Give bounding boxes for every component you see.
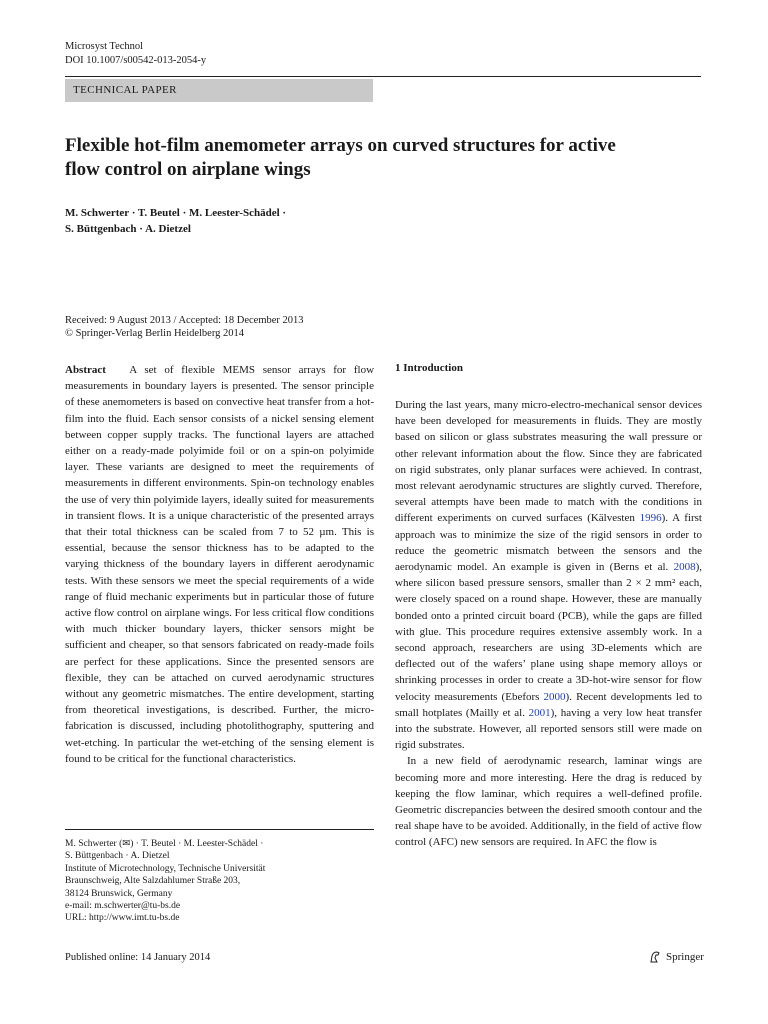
abstract [65,362,374,767]
citation-link[interactable]: 2001 [528,706,551,719]
article-type-tag: TECHNICAL PAPER [65,79,373,102]
affiliation-line: S. Büttgenbach · A. Dietzel [65,851,170,862]
citation-link[interactable]: 2000 [543,690,566,703]
affiliation-line: 38124 Brunswick, Germany [65,888,173,899]
copyright: © Springer-Verlag Berlin Heidelberg 2014 [65,328,245,339]
text-run: ). Recent developments led to small hotplates (Mailly et al. [395,690,703,719]
url[interactable]: URL: http://www.imt.tu-bs.de [65,913,180,924]
email[interactable]: e-mail: m.schwerter@tu-bs.de [65,901,181,912]
journal-name: Microsyst Technol [65,41,144,52]
publisher-logo [648,950,704,964]
dates-block [65,314,365,340]
author-list [65,205,465,237]
text-run: During the last years, many micro-electro-mechanical sensor devices have been developed for measurements in fluids. They are mostly based on silicon or glass substrates measuring the wall pressure or other relevant information about the flow. Since they are fabricated on rigid substrates, only planar surfaces were achieved. In contrast, most relevant aerodynamic structures are slightly curved. Therefore, several attempts have been made to match with the conditions in different experiments on curved surfaces (Kälvesten [395,399,702,525]
paragraph: In a new field of aerodynamic research, laminar wings are becoming more and more interesting. Here the drag is reduced by keeping the flow laminar, which requires a well-defined profile. Geometric discrepancies between the desired smooth contour and the real shape have to be avoided. Additionally, in the field of active flow control (AFC) new sensors are required. In AFC the flow is [395,755,702,849]
springer-horse-icon [648,950,662,964]
abstract-text: A set of flexible MEMS sensor arrays for flow measurements in boundary layers is presented. The sensor principle of these anemometers is based on convective heat transfer from a hot-film into the fluid. Each sensor consists of a nickel sensing element between copper supply tracks. The functional layers are attached either on a ready-made polyimide foil or on a spin-on polyimide layer. These variants are designed to meet the requirements of measurements in different environments. Spin-on technology enables the use of very thin polyimide layers, ideally suited for measurements in transient flows. It is a unique characteristic of the presented arrays that their total thickness can be scaled from 7 to 52 µm. This is essential, because the sensor thickness has to be adapted to the varying thickness of the boundary layers in different aerodynamic tests. With these sensors we meet the special requirements of a wide range of fluid mechanic experiments but in particular those of future active flow control on airplane wings. For less critical flow conditions with much thicker boundary layers, thicker sensors might be sufficient and cheaper, so that sensors fabricated on ready-made foils are perfect for these applications. Since the presented sensors are flexible, they can be attached on curved aerodynamic structures without any geometric mismatches. The entire development, starting from theoretical investigations, is described. Further, the micro-fabrication is discussed, including photolithography, sputtering and wet-etching. In particular the wet-etching of the sensing element is found to be critical for the functional characteristics. [65,364,375,765]
text-run: ). A first approach was to minimize the size of the rigid sensors in order to reduce the geometric mismatch between the sensors and the aerodynamic model. An example is given in (Berns et al. [395,512,702,574]
journal-header [65,40,206,68]
section-heading: 1 Introduction [395,362,463,374]
received-date: Received: 9 August 2013 / Accepted: 18 December 2013 [65,315,304,326]
affiliation-block [65,838,385,925]
doi[interactable]: DOI 10.1007/s00542-013-2054-y [65,55,207,66]
affiliation-line: M. Schwerter (✉) · T. Beutel · M. Leester-Schädel · [65,839,264,849]
citation-link[interactable]: 2008 [673,561,696,574]
author-line: M. Schwerter · T. Beutel · M. Leester-Schädel · [65,207,287,219]
header-rule [65,76,701,77]
text-run: ), having a very low heat transfer into the substrate. However, all reported sensors still were made on rigid substrates. [395,706,702,752]
footnote-rule [65,829,374,830]
abstract-heading: Abstract [65,364,106,376]
affiliation-line: Institute of Microtechnology, Technische Universität [65,863,266,874]
paper-title: Flexible hot-film anemometer arrays on curved structures for active flow control on airplane wings [65,135,616,180]
published-online: Published online: 14 January 2014 [65,952,211,963]
publisher-name: Springer [666,951,704,963]
author-line: S. Büttgenbach · A. Dietzel [65,223,191,235]
citation-link[interactable]: 1996 [639,512,662,525]
introduction-body [395,397,702,851]
text-run: ), where silicon based pressure sensors, smaller than 2 × 2 mm² each, were closely spaced on a round shape. However, these are manually bonded onto a printed circuit board (PCB), while the gaps are filled with glue. This procedure requires extensive assembly work. In a second approach, researchers are using 3D-elements which are deflected out of the wafers’ plane using shape memory alloys or shrinking processes in order to create a 3D-hot-wire sensor for flow velocity measurements (Ebefors [395,561,702,703]
affiliation-line: Braunschweig, Alte Salzdahlumer Straße 203, [65,876,241,887]
paragraph [395,397,702,753]
